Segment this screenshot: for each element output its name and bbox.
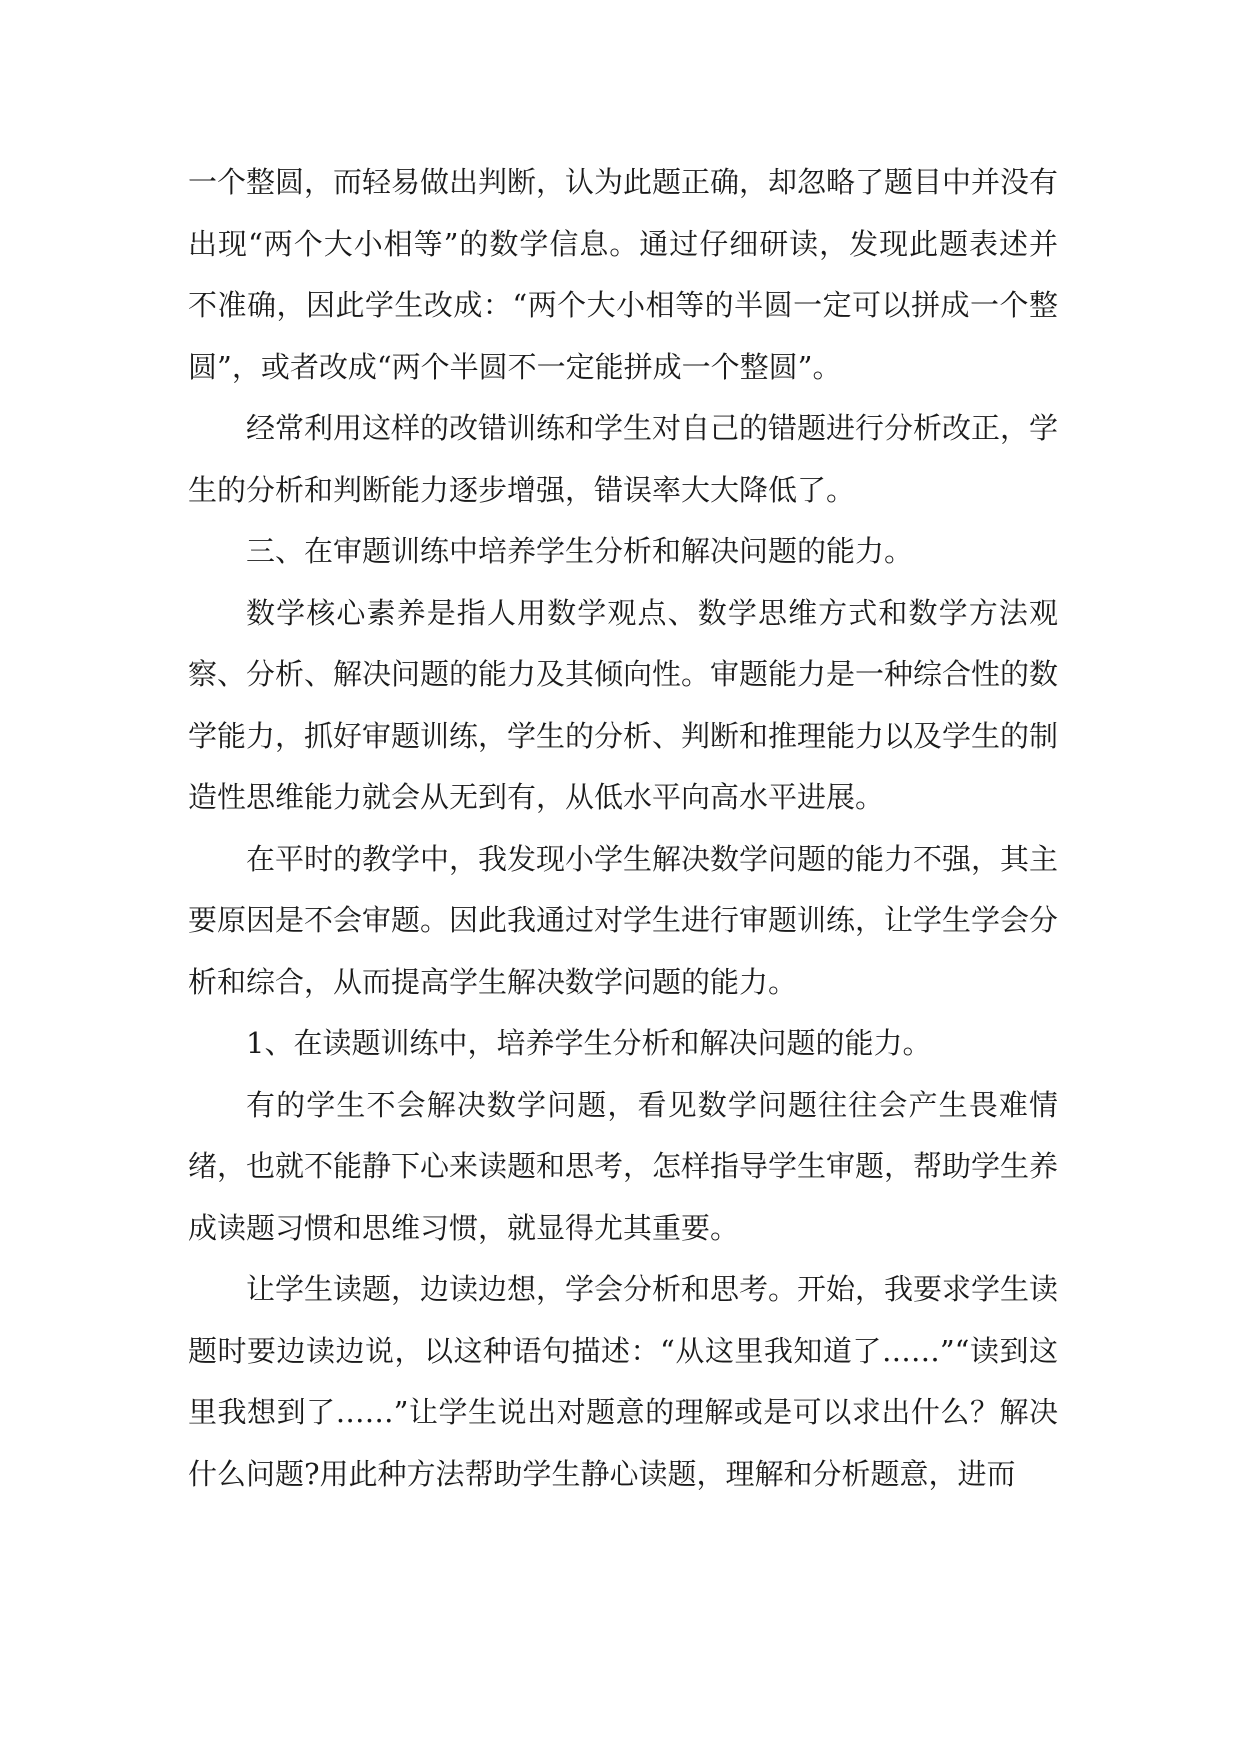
paragraph-core-literacy: 数学核心素养是指人用数学观点、数学思维方式和数学方法观察、分析、解决问题的能力及其倾向性。审题能力是一种综合性的数学能力，抓好审题训练，学生的分析、判断和推理能力以及学生的制造性思维能力就会从无到有，从低水平向高水平进展。 xyxy=(188,595,1059,814)
paragraph-teaching-observation: 在平时的教学中，我发现小学生解决数学问题的能力不强，其主要原因是不会审题。因此我通过对学生进行审题训练，让学生学会分析和综合，从而提高学生解决数学问题的能力。 xyxy=(188,841,1059,999)
document-body xyxy=(188,152,1058,1505)
paragraph-student-difficulty: 有的学生不会解决数学问题，看见数学问题往往会产生畏难情绪，也就不能静下心来读题和思考，怎样指导学生审题，帮助学生养成读题习惯和思维习惯，就显得尤其重要。 xyxy=(188,1087,1059,1245)
paragraph-error-training: 经常利用这样的改错训练和学生对自己的错题进行分析改正，学生的分析和判断能力逐步增强，错误率大大降低了。 xyxy=(188,411,1059,507)
subheading-reading-training: 1、在读题训练中，培养学生分析和解决问题的能力。 xyxy=(246,1026,932,1060)
paragraph-reading-method: 让学生读题，边读边想，学会分析和思考。开始，我要求学生读题时要边读边说，以这种语句描述：“从这里我知道了……”“读到这里我想到了……”让学生说出对题意的理解或是可以求出什么？解决什么问题?用此种方法帮助学生静心读题，理解和分析题意，进而 xyxy=(188,1272,1059,1491)
paragraph-continuation: 一个整圆，而轻易做出判断，认为此题正确，却忽略了题目中并没有出现“两个大小相等”的数学信息。通过仔细研读，发现此题表述并不准确，因此学生改成：“两个大小相等的半圆一定可以拼成一个整圆”，或者改成“两个半圆不一定能拼成一个整圆”。 xyxy=(188,165,1059,384)
section-heading-three: 三、在审题训练中培养学生分析和解决问题的能力。 xyxy=(246,534,914,568)
